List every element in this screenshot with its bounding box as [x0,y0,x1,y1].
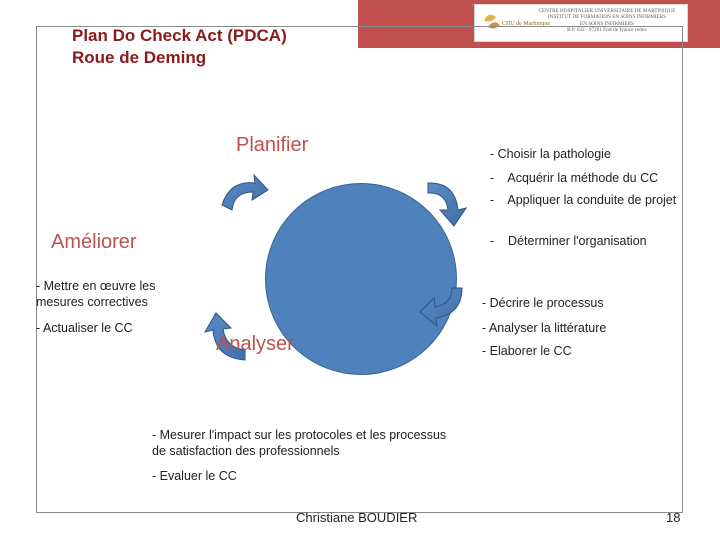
cycle-arrow-bottom-right [420,288,462,326]
plan-item: - Choisir la pathologie [490,147,611,161]
logo-line: B.P. 632 - 97261 Fort de France cedex [567,26,647,33]
plan-item: - Acquérir la méthode du CC [490,171,659,185]
check-item: - Mesurer l'impact sur les protocoles et les processus de satisfaction des professionnels [152,428,447,458]
do-item: - Elaborer le CC [482,344,572,358]
page-number: 18 [666,510,681,525]
title-line-2: Roue de Deming [72,48,207,67]
footer-author: Christiane BOUDIER [296,510,418,525]
do-item: - Analyser la littérature [482,321,607,335]
phase-label-planifier: Planifier [236,134,309,156]
phase-label-ameliorer: Améliorer [51,231,137,253]
cycle-arrow-top-right [428,183,466,226]
plan-item: - Déterminer l'organisation [490,234,647,248]
act-item: - Actualiser le CC [36,321,133,335]
act-item: - Mettre en œuvre les mesures correctives [36,279,156,309]
do-item: - Décrire le processus [482,296,604,310]
logo-line: CENTRE HOSPITALIER UNIVERSITAIRE DE MARTINIQUE [538,8,676,14]
logo-line: INSTITUT DE FORMATION EN SOINS INFIRMIERS [547,14,667,21]
plan-item: - Appliquer la conduite de projet [490,193,677,207]
cycle-arrow-top-left [222,175,268,210]
title-line-1: Plan Do Check Act (PDCA) [72,26,287,45]
logo-brand: CHU de Martinique [502,21,550,27]
phase-label-analyser: Analyser [216,333,294,355]
logo-line: EN SOINS INFIRMIERS [580,20,634,27]
check-item: - Evaluer le CC [152,469,237,483]
